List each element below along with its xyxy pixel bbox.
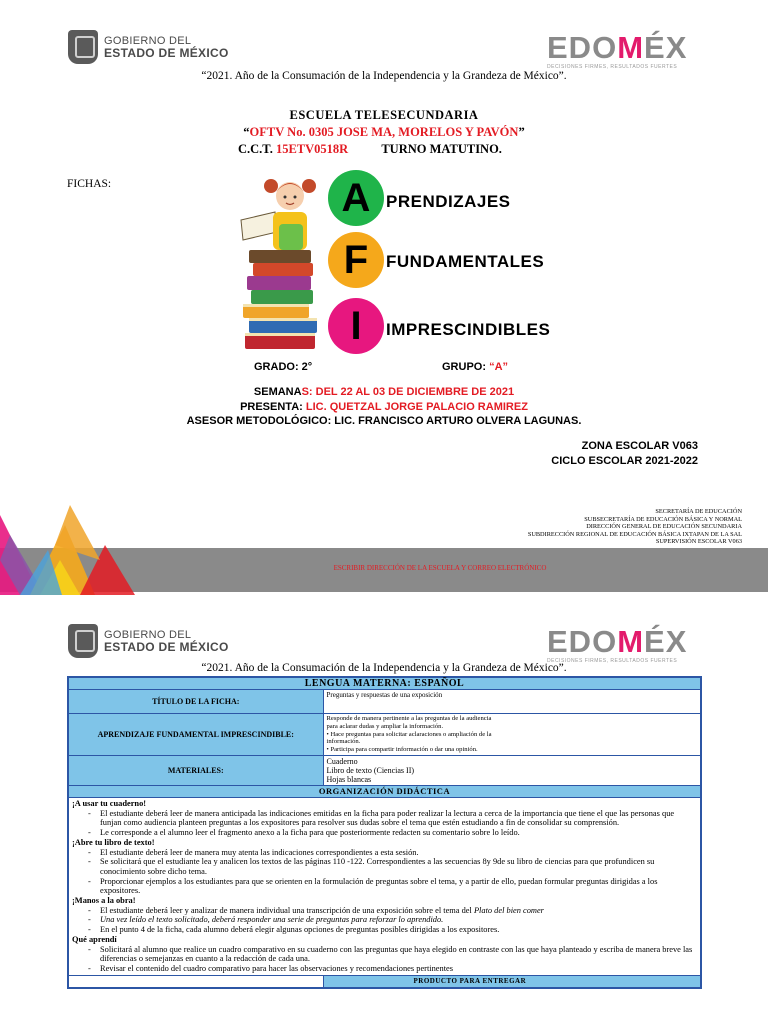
materiales-label: MATERIALES: xyxy=(68,755,323,785)
afi-circle-f: F xyxy=(328,232,384,288)
list-item: - Se solicitará que el estudiante lea y analicen los textos de las páginas 110 -122. Correspondientes a las secuencias 8y 9de su libro de ciencias para que profundicen su conocimiento sobre dicho tema. xyxy=(88,857,655,876)
list-item: - Revisar el contenido del cuadro comparativo para hacer las observaciones y recomendaciones pertinentes xyxy=(88,963,453,973)
list-item: - Proporcionar ejemplos a los estudiantes para que se orienten en la formulación de preguntas sobre el tema, y a partir de ello, puedan formular preguntas dirigidas a los expositores. xyxy=(88,876,658,896)
footer-note: ESCRIBIR DIRECCIÓN DE LA ESCUELA Y CORREO ELECTRÓNICO xyxy=(333,564,547,572)
afi-circle-a: A xyxy=(328,170,384,226)
material-item: Libro de texto (Ciencias II) xyxy=(326,765,415,775)
edomex-prefix: EDO xyxy=(547,624,618,659)
grupo xyxy=(442,361,508,373)
section-title: Qué aprendí xyxy=(72,934,117,944)
aprendizaje-line: para aclarar dudas y ampliar la información. xyxy=(326,722,444,730)
list-item: - El estudiante deberá leer de manera anticipada las indicaciones emitidas en la ficha para poder realizar la lectura a cerca de la importancia que tiene el que las personas que funjan como audiencia planteen preguntas a los expositores para resolver sus dudas sobre el tema que estén estudiando a fin de consolidar su comprensión. xyxy=(88,808,675,828)
list-item: - Una vez leído el texto solicitado, deberá responder una serie de preguntas para reforzar lo aprendido. xyxy=(88,915,444,925)
material-item: Cuaderno xyxy=(326,756,358,766)
cct-line xyxy=(238,142,502,157)
list-item: - Le corresponde a el alumno leer el fragmento anexo a la ficha para que posteriormente redacten su comentario sobre lo leído. xyxy=(88,828,520,838)
seal-icon xyxy=(68,30,98,64)
afi-circle-i: I xyxy=(328,298,384,354)
edomex-tagline: DECISIONES FIRMES, RESULTADOS FUERTES xyxy=(547,658,678,664)
presenta-line xyxy=(0,401,768,413)
presenta-value: LIC. QUETZAL JORGE PALACIO RAMIREZ xyxy=(305,401,528,413)
organizacion-header: ORGANIZACIÓN DIDÁCTICA xyxy=(68,785,701,797)
school-title: ESCUELA TELESECUNDARIA xyxy=(289,108,479,122)
grupo-label: GRUPO: xyxy=(442,361,486,373)
titulo-value: Preguntas y respuestas de una exposición xyxy=(323,690,701,714)
footer-line: SUBDIRECCIÓN REGIONAL DE EDUCACIÓN BÁSICA IXTAPAN DE LA SAL xyxy=(527,530,742,538)
edomex-logo xyxy=(547,32,687,70)
presenta-label: PRESENTA: xyxy=(240,401,303,413)
grupo-value: “A” xyxy=(489,361,509,373)
fichas-label: FICHAS: xyxy=(67,178,112,190)
aprendizaje-label: APRENDIZAJE FUNDAMENTAL IMPRESCINDIBLE: xyxy=(68,714,323,756)
aprendizaje-line: • Participa para compartir información o dar una opinión. xyxy=(326,746,478,754)
list-item: - El estudiante deberá leer de manera muy atenta las indicaciones correspondientes a esta sesión. xyxy=(88,847,419,857)
titulo-label: TÍTULO DE LA FICHA: xyxy=(68,690,323,714)
list-item: - El estudiante deberá leer y analizar de manera individual una transcripción de una exposición sobre el tema del Plato del bien comer xyxy=(88,905,544,915)
organizacion-content xyxy=(68,797,701,975)
ficha-table xyxy=(67,676,702,989)
seal-icon xyxy=(68,624,98,658)
edomex-logo xyxy=(547,626,687,664)
producto-header: PRODUCTO PARA ENTREGAR xyxy=(323,975,701,988)
list-item: - En el punto 4 de la ficha, cada alumno deberá elegir algunas opciones de preguntas posibles dirigidas a los expositores. xyxy=(88,925,500,935)
aprendizaje-line: información. xyxy=(326,738,361,746)
turno: TURNO MATUTINO. xyxy=(381,142,502,156)
gobierno-logo xyxy=(68,624,229,658)
edomex-mark: M xyxy=(617,30,645,65)
footer-line: SUBSECRETARÍA DE EDUCACIÓN BÁSICA Y NORMAL xyxy=(584,515,742,523)
semanas-line xyxy=(0,386,768,398)
school-name-line xyxy=(0,125,768,140)
aprendizaje-line: Responde de manera pertinente a las preguntas de la audiencia xyxy=(326,715,492,722)
footer-line: DIRECCIÓN GENERAL DE EDUCACIÓN SECUNDARIA xyxy=(586,523,742,530)
year-line: “2021. Año de la Consumación de la Independencia y la Grandeza de México”. xyxy=(201,662,567,674)
zona-escolar: ZONA ESCOLAR V063 xyxy=(581,440,698,452)
edomex-mark: M xyxy=(617,624,645,659)
aprendizaje-value xyxy=(323,714,701,756)
girl-reading-books-illustration xyxy=(235,168,335,358)
gobierno-logo xyxy=(68,30,229,64)
producto-left-cell xyxy=(68,975,323,988)
semanas-value: DEL 22 AL 03 DE DICIEMBRE DE 2021 xyxy=(315,386,515,398)
aprendizaje-line: • Hace preguntas para solicitar aclaraciones o ampliación de la xyxy=(326,730,492,738)
afi-word-a: PRENDIZAJES xyxy=(386,192,511,211)
ciclo-escolar: CICLO ESCOLAR 2021-2022 xyxy=(551,455,698,467)
asesor-line: ASESOR METODOLÓGICO: LIC. FRANCISCO ARTURO OLVERA LAGUNAS. xyxy=(186,415,582,427)
list-item: - Solicitará al alumno que realice un cuadro comparativo en su cuaderno con las preguntas que haya elegido en contraste con las que haya planteado y escriba de manera breve las diferencias o semejanzas en cuanto a la redacción de cada una. xyxy=(88,944,693,964)
cct-label: C.C.T. xyxy=(238,142,273,156)
quote-open: “ xyxy=(243,125,250,139)
gov-line2: ESTADO DE MÉXICO xyxy=(104,46,229,60)
grado: GRADO: 2° xyxy=(254,361,313,373)
afi-word-i: IMPRESCINDIBLES xyxy=(386,320,551,339)
edomex-suffix: ÉX xyxy=(644,30,688,65)
semanas-label-b: S: xyxy=(301,386,313,398)
edomex-tagline: DECISIONES FIRMES, RESULTADOS FUERTES xyxy=(547,64,678,70)
section-title: ¡A usar tu cuaderno! xyxy=(72,798,147,808)
edomex-prefix: EDO xyxy=(547,30,618,65)
school-name: OFTV No. 0305 JOSE MA, MORELOS Y PAVÓN xyxy=(249,125,519,139)
footer-line: SECRETARÍA DE EDUCACIÓN xyxy=(655,508,742,515)
gov-line1: GOBIERNO DEL xyxy=(104,629,192,641)
section-title: ¡Manos a la obra! xyxy=(72,896,136,906)
afi-word-f: FUNDAMENTALES xyxy=(386,252,545,271)
footer-institution-lines xyxy=(528,508,742,546)
material-item: Hojas blancas xyxy=(326,774,372,784)
footer-line: SUPERVISIÓN ESCOLAR V063 xyxy=(655,538,742,545)
gov-line2: ESTADO DE MÉXICO xyxy=(104,640,229,654)
cct-value: 15ETV0518R xyxy=(275,142,349,156)
edomex-suffix: ÉX xyxy=(644,624,688,659)
year-line: “2021. Año de la Consumación de la Independencia y la Grandeza de México”. xyxy=(201,70,567,82)
gov-line1: GOBIERNO DEL xyxy=(104,35,192,47)
section-title: ¡Abre tu libro de texto! xyxy=(72,837,155,847)
quote-close: ” xyxy=(518,125,525,139)
edomex-m-graphic-icon xyxy=(0,505,150,595)
subject-header: LENGUA MATERNA: ESPAÑOL xyxy=(68,677,701,690)
materiales-list xyxy=(323,755,701,785)
semanas-label-a: SEMANA xyxy=(253,386,302,398)
